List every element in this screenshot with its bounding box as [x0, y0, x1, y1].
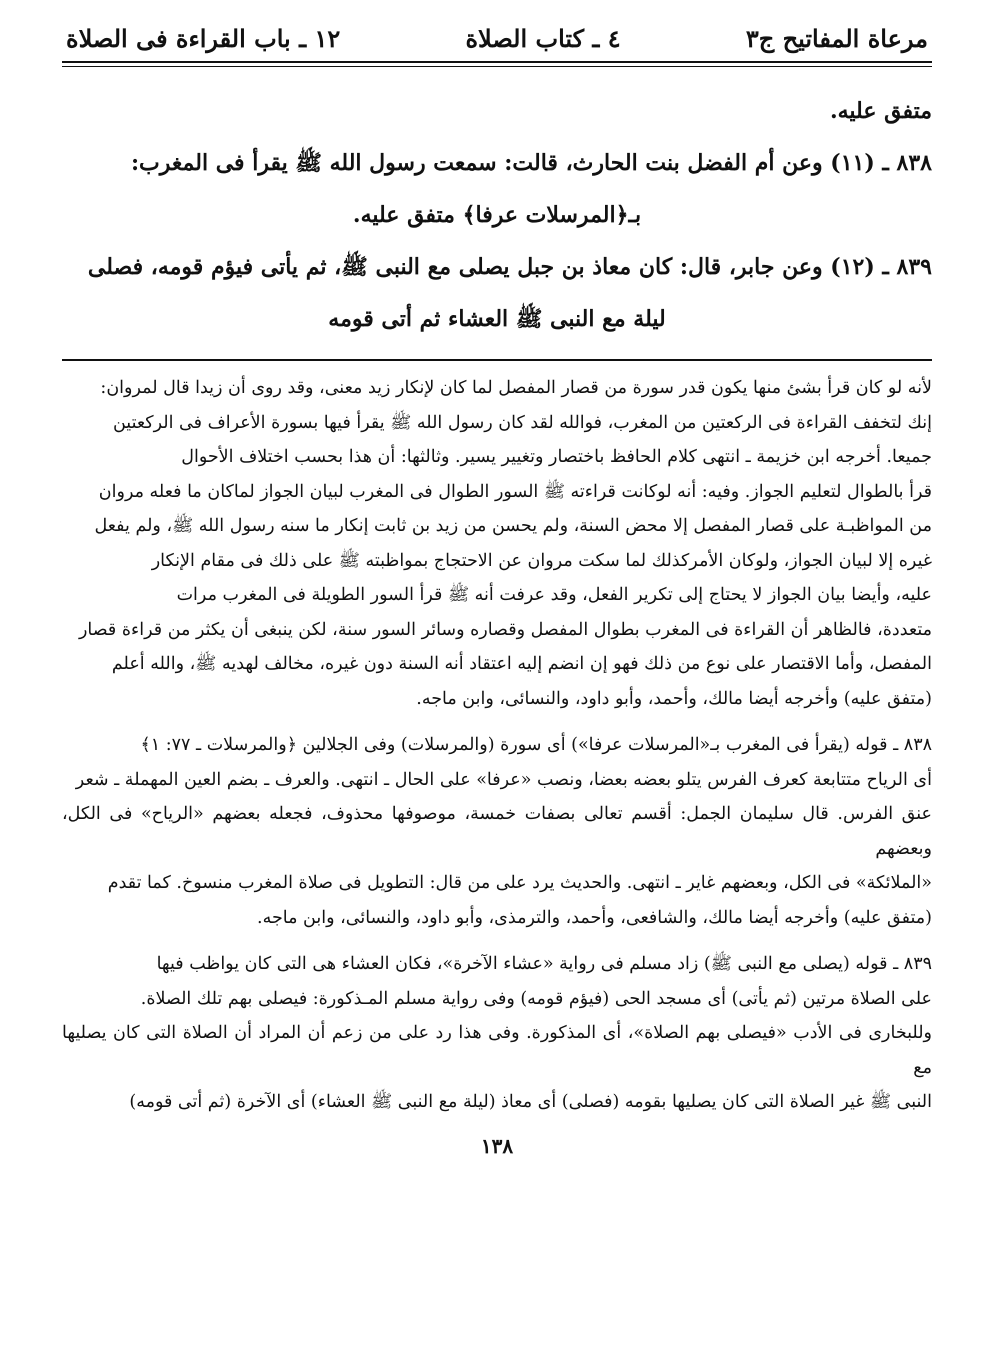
- paragraph-gap: [62, 935, 932, 947]
- hadith-839-text: ٨٣٩ ـ (١٢) وعن جابر، قال: كان معاذ بن جبل يصلى مع النبى ﷺ، ثم يأتى فيؤم قومه، فصلى: [87, 254, 932, 280]
- commentary-line: عليه، وأيضا بيان الجواز لا يحتاج إلى تكرير الفعل، وقد عرفت أنه ﷺ قرأ السور الطويلة فى المغرب مرات: [176, 585, 932, 605]
- commentary-line: (متفق عليه) وأخرجه أيضا مالك، والشافعى، وأحمد، والترمذى، وأبو داود، والنسائى، وابن ماجه.: [257, 907, 932, 928]
- commentary-line: قرأ بالطوال لتعليم الجواز. وفيه: أنه لوكانت قراءته ﷺ السور الطوال فى المغرب لبيان الجواز لماكان ما فعله مروان: [98, 481, 932, 502]
- hadith-839: [62, 241, 932, 345]
- commentary-line: ٨٣٩ ـ قوله (يصلى مع النبى ﷺ) زاد مسلم فى رواية «عشاء الآخرة»، فكان العشاء هى التى كان يواظب فيها: [156, 954, 932, 974]
- commentary-line: لأنه لو كان قرأ بشئ منها يكون قدر سورة من قصار المفصل لما كان لإنكار زيد معنى، وقد روى أن زيدا قال لمروان:: [100, 378, 932, 398]
- commentary-line: (متفق عليه) وأخرجه أيضا مالك، وأحمد، وأبو داود، والنسائى، وابن ماجه.: [416, 688, 932, 709]
- commentary-line: النبى ﷺ غير الصلاة التى كان يصليها بقومه (فصلى) أى معاذ (ليلة مع النبى ﷺ العشاء) أى الآخرة (ثم أتى قومه): [129, 1092, 932, 1112]
- hadith-838: [62, 137, 932, 241]
- header-chapter: ٤ ـ كتاب الصلاة: [465, 24, 621, 53]
- commentary-line: غيره إلا لبيان الجواز، ولوكان الأمركذلك لما سكت مروان عن الاحتجاج بمواظبته ﷺ على ذلك فى مقام الإنكار: [151, 550, 932, 571]
- hadith-839-continuation: ليلة مع النبى ﷺ العشاء ثم أتى قومه: [328, 306, 666, 332]
- page-number: ١٣٨: [480, 1133, 514, 1158]
- running-header: [62, 18, 932, 63]
- commentary-line: من المواظبـة على قصار المفصل إلا محض السنة، ولم يحسن من زيد بن ثابت إنكار ما سنه رسول الله ﷺ، ولم يفعل: [94, 516, 932, 536]
- paragraph-gap: [62, 716, 932, 728]
- commentary-paragraph-1: [62, 371, 932, 716]
- commentary-line: المفصل، وأما الاقتصار على نوع من ذلك فهو إن انضم إليه اعتقاد أنه السنة دون غيره، مخالف لهديه ﷺ، والله أعلم: [111, 654, 932, 674]
- commentary-line: أى الرياح متتابعة كعرف الفرس يتلو بعضه بعضا، ونصب «عرفا» على الحال ـ انتهى. والعرف ـ بضم العين المهملة ـ شعر: [75, 769, 932, 790]
- section-divider: [62, 359, 932, 361]
- commentary-line: إنك لتخفف القراءة فى الركعتين من المغرب، فوالله لقد كان رسول الله ﷺ يقرأ فيها بسورة الأعراف فى الركعتين: [112, 412, 932, 433]
- opening-line: متفق عليه.: [829, 98, 932, 124]
- header-rule: [62, 66, 932, 67]
- commentary-line: ٨٣٨ ـ قوله (يقرأ فى المغرب بـ«المرسلات عرفا») أى سورة (والمرسلات) وفى الجلالين ﴿والمرسلات ـ ٧٧: ١﴾: [140, 735, 932, 755]
- commentary-line: عنق الفرس. قال سليمان الجمل: أقسم تعالى بصفات خمسة، موصوفها محذوف، فجعله بعضهم «الرياح» فى الكل، وبعضهم: [62, 804, 932, 859]
- commentary-paragraph-3: [62, 947, 932, 1120]
- header-book-title: مرعاة المفاتيح ج٣: [745, 24, 928, 53]
- page: [62, 18, 932, 1158]
- commentary-line: وللبخارى فى الأدب «فيصلى بهم الصلاة»، أى المذكورة. وفى هذا رد على من زعم أن المراد أن الصلاة التى كان يصليها مع: [62, 1023, 932, 1078]
- commentary-line: جميعا. أخرجه ابن خزيمة ـ انتهى كلام الحافظ باختصار وتغيير يسير. وثالثها: أن هذا بحسب اختلاف الأحوال: [181, 447, 932, 467]
- commentary-line: على الصلاة مرتين (ثم يأتى) أى مسجد الحى (فيؤم قومه) وفى رواية مسلم المـذكورة: فيصلى بهم تلك الصلاة.: [140, 988, 932, 1009]
- commentary-line: متعددة، فالظاهر أن القراءة فى المغرب بطوال المفصل وقصاره وسائر السور سنة، لكن ينبغى أن يكثر من قراءة قصار: [78, 619, 932, 640]
- hadith-838-continuation: بـ﴿المرسلات عرفا﴾ متفق عليه.: [352, 202, 642, 228]
- header-section: ١٢ ـ باب القراءة فى الصلاة: [66, 24, 341, 53]
- commentary-line: «الملائكة» فى الكل، وبعضهم غاير ـ انتهى. والحديث يرد على من قال: التطويل فى صلاة المغرب منسوخ. كما تقدم: [107, 873, 932, 893]
- hadith-838-text: ٨٣٨ ـ (١١) وعن أم الفضل بنت الحارث، قالت: سمعت رسول الله ﷺ يقرأ فى المغرب:: [130, 150, 932, 176]
- commentary: [62, 371, 932, 1120]
- commentary-paragraph-2: [62, 728, 932, 935]
